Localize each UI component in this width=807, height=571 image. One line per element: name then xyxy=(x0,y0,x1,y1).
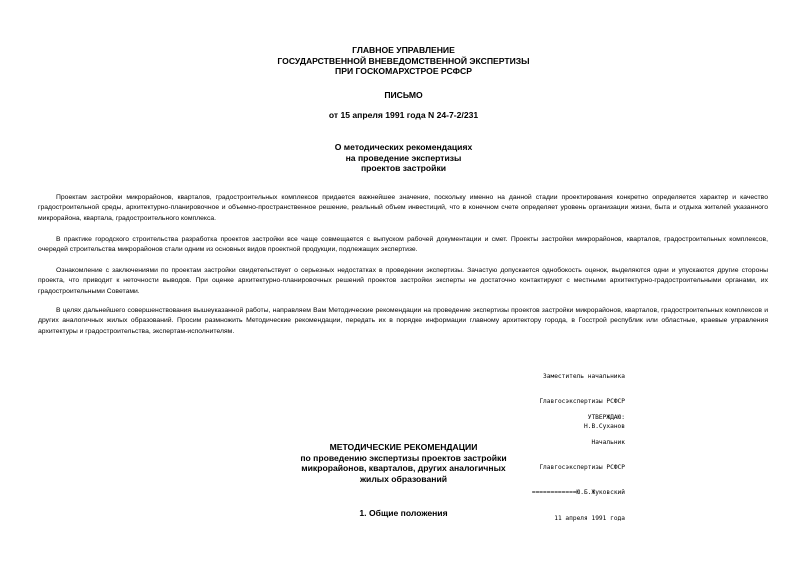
recommendations-line-4: жилых образований xyxy=(359,473,448,484)
document-date-number: от 15 апреля 1991 года N 24-7-2/231 xyxy=(328,110,479,120)
signature-position: Заместитель начальника xyxy=(543,372,625,380)
document-header xyxy=(0,45,807,77)
document-subject xyxy=(0,142,807,174)
signature-organization: Главгосэкспертизы РСФСР xyxy=(539,398,625,406)
recommendations-title: МЕТОДИЧЕСКИЕ РЕКОМЕНДАЦИИ xyxy=(329,442,478,452)
document-type: ПИСЬМО xyxy=(384,90,423,100)
approval-heading: УТВЕРЖДАЮ: xyxy=(587,413,625,421)
recommendations-title-block xyxy=(0,442,807,484)
paragraph-3 xyxy=(38,266,768,297)
approval-position: Начальник xyxy=(591,439,625,447)
subject-line-2: на проведение экспертизы xyxy=(345,152,462,163)
approval-organization: Главгосэкспертизы РСФСР xyxy=(539,464,625,472)
approval-date: 11 апреля 1991 года xyxy=(554,514,625,522)
paragraph-1 xyxy=(38,193,768,224)
section-heading: 1. Общие положения xyxy=(359,508,448,518)
paragraph-text: В целях дальнейшего совершенствования вышеуказанной работы, направляем Вам Методические рекомендации на проведение экспертизы проектов застройки микрорайонов, кварталов, градостроительных комплексов и других аналогичных жилых образований. Просим размножить Методические рекомендации, передать их в порядке информации главному архитектору города, в Госстрой республик или областные, краевые управления архитектуры и градостроительства, экспертам-исполнителям. xyxy=(38,307,768,335)
signature-name: Н.В.Суханов xyxy=(584,423,625,431)
recommendations-line-2: по проведению экспертизы проектов застройки xyxy=(300,452,507,463)
paragraph-text: В практике городского строительства разработка проектов застройки все чаще совмещается с выпуском рабочей документации и смет. Проекты застройки микрорайонов, кварталов, градостроительных комплексов, очередей строительства микрорайонов стали одним из основных видов проектной продукции, подлежащих экспертизе. xyxy=(38,236,768,254)
paragraph-2 xyxy=(38,235,768,256)
org-name-line-3: ПРИ ГОСКОМАРХСТРОЕ РСФСР xyxy=(335,66,472,77)
subject-line-3: проектов застройки xyxy=(360,163,447,174)
recommendations-line-3: микрорайонов, кварталов, других аналогичных xyxy=(301,463,506,474)
approval-signature-line: ============Ю.Б.Жуковский xyxy=(531,489,625,497)
paragraph-4 xyxy=(38,306,768,337)
org-name-line-1: ГЛАВНОЕ УПРАВЛЕНИЕ xyxy=(352,45,455,55)
org-name-line-2: ГОСУДАРСТВЕННОЙ ВНЕВЕДОМСТВЕННОЙ ЭКСПЕРТИЗЫ xyxy=(277,55,530,66)
paragraph-text: Проектам застройки микрорайонов, кварталов, градостроительных комплексов придается важнейшее значение, поскольку именно на данной стадии проектирования конкретно определяется характер и качество градостроительной среды, архитектурно-планировочное и объемно-пространственное решение, реальный объем инвестиций, что в конечном счете определяет уровень организации жизни, быта и отдыха жителей указанного микрорайона, квартала, градостроительного комплекса. xyxy=(38,194,768,222)
subject-line-1: О методических рекомендациях xyxy=(334,142,473,152)
paragraph-text: Ознакомление с заключениями по проектам застройки свидетельствует о серьезных недостатках в проведении экспертизы. Зачастую допускается однобокость оценок, выделяются одни и упускаются другие стороны проекта, что приводит к неточности выводов. При оценке архитектурно-планировочных решений проектов застройки эксперты не достаточно контактируют с местными архитектурно-градостроительными органами, их градостроительными Советами. xyxy=(38,267,768,295)
